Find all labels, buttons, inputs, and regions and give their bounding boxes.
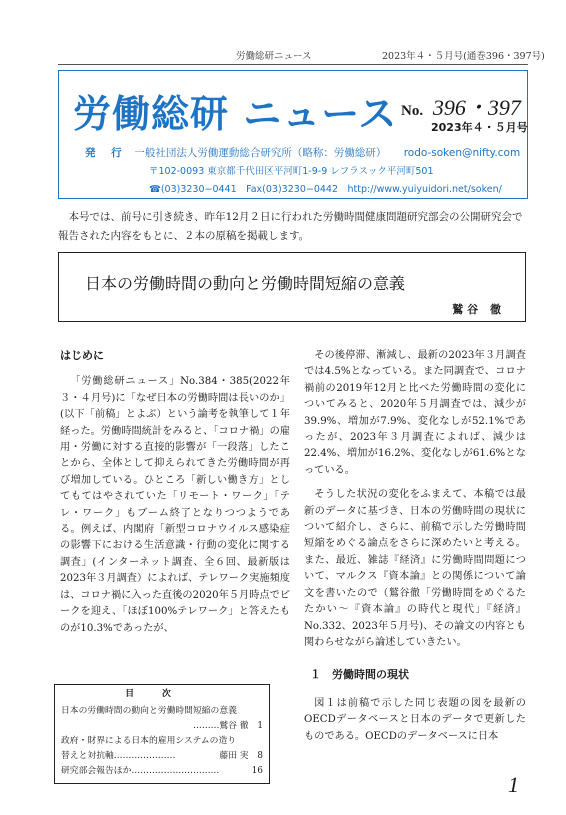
toc-heading: 目次 (125, 689, 199, 699)
toc-item-page: 16 (251, 766, 263, 776)
paragraph: 「労働総研ニュース」No.384・385(2022年３・４月号)に「なぜ日本の労働時間は長いのか」(以下「前稿」とよぶ）という論考を執筆して１年経った。労働時間統計をみると、「コロナ禍」の雇用・労働に対する直接的影響が「一段落」したことから、全体として抑えられてきた労働時間が再び増加している。ひところ「新しい働き方」としてもてはやされていた「リモート・ワーク」「テレ・ワーク」もブーム終了となりつつようである。例えば、内閣府「新型コロナウイルス感染症の影響下における生活意識・行動の変化に関する調査」(インターネット調査、全６回、最新版は2023年３月調査）によれば、テレワーク実施頻度は、コロナ禍に入った直後の2020年５月時点でピークを迎え、「ほぼ100%テレワーク」と答えたものが10.3%であったが、 (60, 376, 290, 634)
publisher-contact[interactable]: ☎(03)3230−0441 Fax(03)3230−0442 http://www.yuiyuidori.net/soken/ (149, 184, 502, 195)
publisher-info (85, 145, 520, 199)
issue-date: 2023年４・５月号 (431, 121, 528, 134)
left-column (60, 348, 290, 637)
masthead-title: 労働総研 ニュース (73, 92, 398, 136)
article-author: 鷲谷 徹 (452, 303, 505, 316)
toc-item-author: 藤田 実 8 (219, 751, 263, 761)
toc-item-author: ………鷲谷 徹 1 (193, 721, 263, 731)
running-head-issue: 2023年４・５月号(通巻396・397号) (382, 51, 545, 62)
header-divider (58, 64, 528, 65)
issue-number-value: 396・397 (432, 95, 521, 120)
toc-item-title: 政府・財界による日本的雇用システムの造り (61, 736, 237, 746)
publisher-name: 一般社団法人労働運動総合研究所（略称：労働総研） (134, 147, 387, 159)
running-head (0, 48, 566, 62)
issue-number-label: No. (401, 103, 424, 119)
toc-item[interactable] (61, 749, 263, 764)
right-column (304, 348, 526, 745)
toc-item[interactable] (61, 734, 263, 749)
paragraph: その後停滞、漸減し、最新の2023年３月調査では4.5%となっている。また同調査で、コロナ禍前の2019年12月と比べた労働時間の変化についてみると、2020年５月調査では、減少が39.9%、増加が7.9%、変化なしが52.1%であったが、2023年３月調査によれば、減少は22.4%、増加が16.2%、変化なしが61.6%となっている。 (304, 350, 526, 476)
publisher-address: 〒102-0093 東京都千代田区平河町1-9-9 レフラスック平河町501 (149, 166, 434, 177)
paragraph: そうした状況の変化をふまえて、本稿では最新のデータに基づき、日本の労働時間の現状について紹介し、さらに、前稿で示した労働時間短縮をめぐる論点をさらに深めたいと考える。また、最近、雑誌『経済』に労働時間問題について、マルクス『資本論』との関係について論文を書いたので（鷲谷徹「労働時間をめぐるたたかい〜『資本論』の時代と現代」『経済』No.332、2023年５月号)、その論文の内容とも関わらせながら論述していきたい。 (304, 489, 526, 648)
masthead (58, 70, 528, 199)
article-title: 日本の労働時間の動向と労働時間短縮の意義 (85, 274, 406, 293)
publisher-label: 発 行 (85, 147, 128, 159)
issue-number (401, 91, 521, 122)
subsection-heading: １ 労働時間の現状 (310, 668, 409, 682)
toc-item[interactable] (61, 764, 263, 779)
running-head-title: 労働総研ニュース (236, 51, 312, 62)
article-header (58, 252, 526, 322)
toc-item[interactable] (61, 704, 263, 719)
publisher-email[interactable]: rodo-soken@nifty.com (403, 147, 521, 159)
paragraph: 図１は前稿で示した同じ表題の図を最新のOECDデータベースと日本のデータで更新したものである。OECDのデータベースに日本 (304, 697, 526, 742)
toc-item-title: 研究部会報告ほか………………………… (61, 766, 220, 776)
table-of-contents (54, 684, 270, 784)
toc-item-title: 替えと対抗軸………………… (61, 751, 176, 761)
section-heading: はじめに (60, 349, 104, 362)
toc-item-title: 日本の労働時間の動向と労働時間短縮の意義 (61, 706, 237, 716)
intro-text: 本号では、前号に引き続き、昨年12月２日に行われた労働時間健康問題研究部会の公開研究会で報告された内容をもとに、２本の原稿を掲載します。 (58, 211, 523, 242)
toc-item[interactable] (61, 719, 263, 734)
page-number: 1 (508, 772, 519, 797)
